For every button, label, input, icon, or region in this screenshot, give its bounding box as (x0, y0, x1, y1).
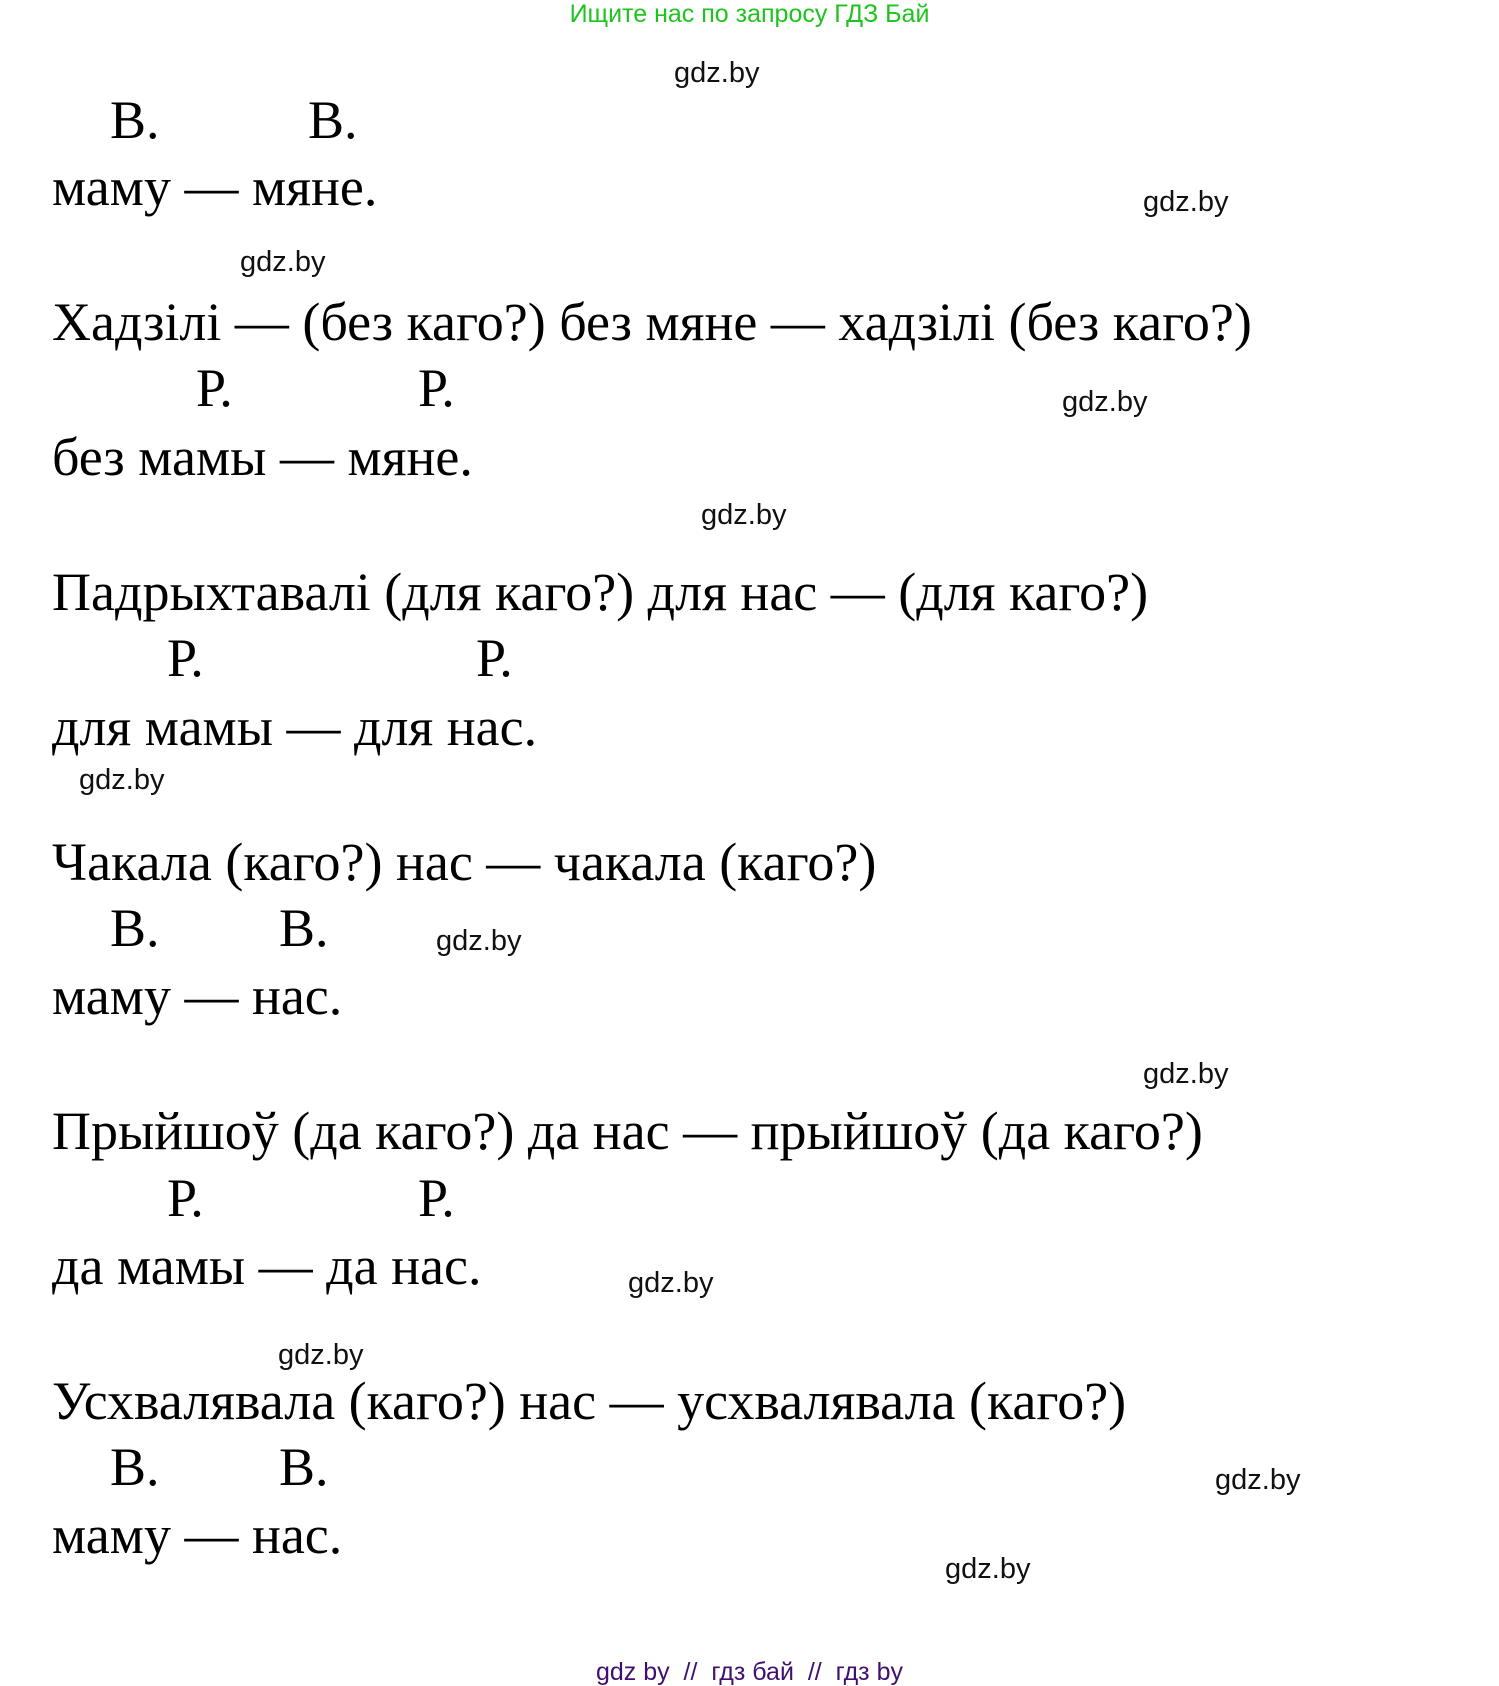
answer-line: маму — нас. (52, 966, 343, 1026)
sentence-line: Прыйшоў (да каго?) да нас — прыйшоў (да каго?) (52, 1101, 1203, 1161)
watermark: gdz.by (436, 925, 522, 957)
answer-line: да мамы — да нас. (52, 1236, 482, 1296)
case-label: Р. (167, 628, 204, 688)
case-label: Р. (418, 1168, 455, 1228)
watermark: gdz.by (1215, 1464, 1301, 1496)
watermark: gdz.by (240, 246, 326, 278)
watermark: gdz.by (1143, 186, 1229, 218)
sentence-line: Хадзілі — (без каго?) без мяне — хадзілі (без каго?) (52, 292, 1252, 352)
footer-links: gdz by // гдз бай // гдз by (595, 1658, 903, 1686)
case-label: В. (279, 898, 329, 958)
case-label: Р. (196, 358, 233, 418)
watermark: gdz.by (278, 1339, 364, 1371)
watermark: gdz.by (701, 499, 787, 531)
sentence-line: Чакала (каго?) нас — чакала (каго?) (52, 832, 877, 892)
watermark: gdz.by (79, 764, 165, 796)
answer-line: без мамы — мяне. (52, 427, 473, 487)
case-label: Р. (167, 1168, 204, 1228)
sentence-line: Падрыхтавалі (для каго?) для нас — (для каго?) (52, 562, 1149, 622)
watermark: gdz.by (1062, 386, 1148, 418)
watermark: gdz.by (1143, 1058, 1229, 1090)
case-label: Р. (476, 628, 513, 688)
case-label: В. (110, 898, 160, 958)
answer-line: для мамы — для нас. (52, 697, 538, 757)
answer-line: маму — мяне. (52, 157, 378, 217)
watermark: gdz.by (674, 57, 760, 89)
case-label: Р. (418, 358, 455, 418)
search-promo-banner: Ищите нас по запросу ГДЗ Бай (569, 0, 930, 28)
case-label: В. (110, 1437, 160, 1497)
case-label: В. (110, 90, 160, 150)
case-label: В. (279, 1437, 329, 1497)
watermark: gdz.by (945, 1553, 1031, 1585)
sentence-line: Усхвалявала (каго?) нас — усхвалявала (каго?) (52, 1371, 1127, 1431)
watermark: gdz.by (628, 1267, 714, 1299)
case-label: В. (308, 90, 358, 150)
answer-line: маму — нас. (52, 1505, 343, 1565)
